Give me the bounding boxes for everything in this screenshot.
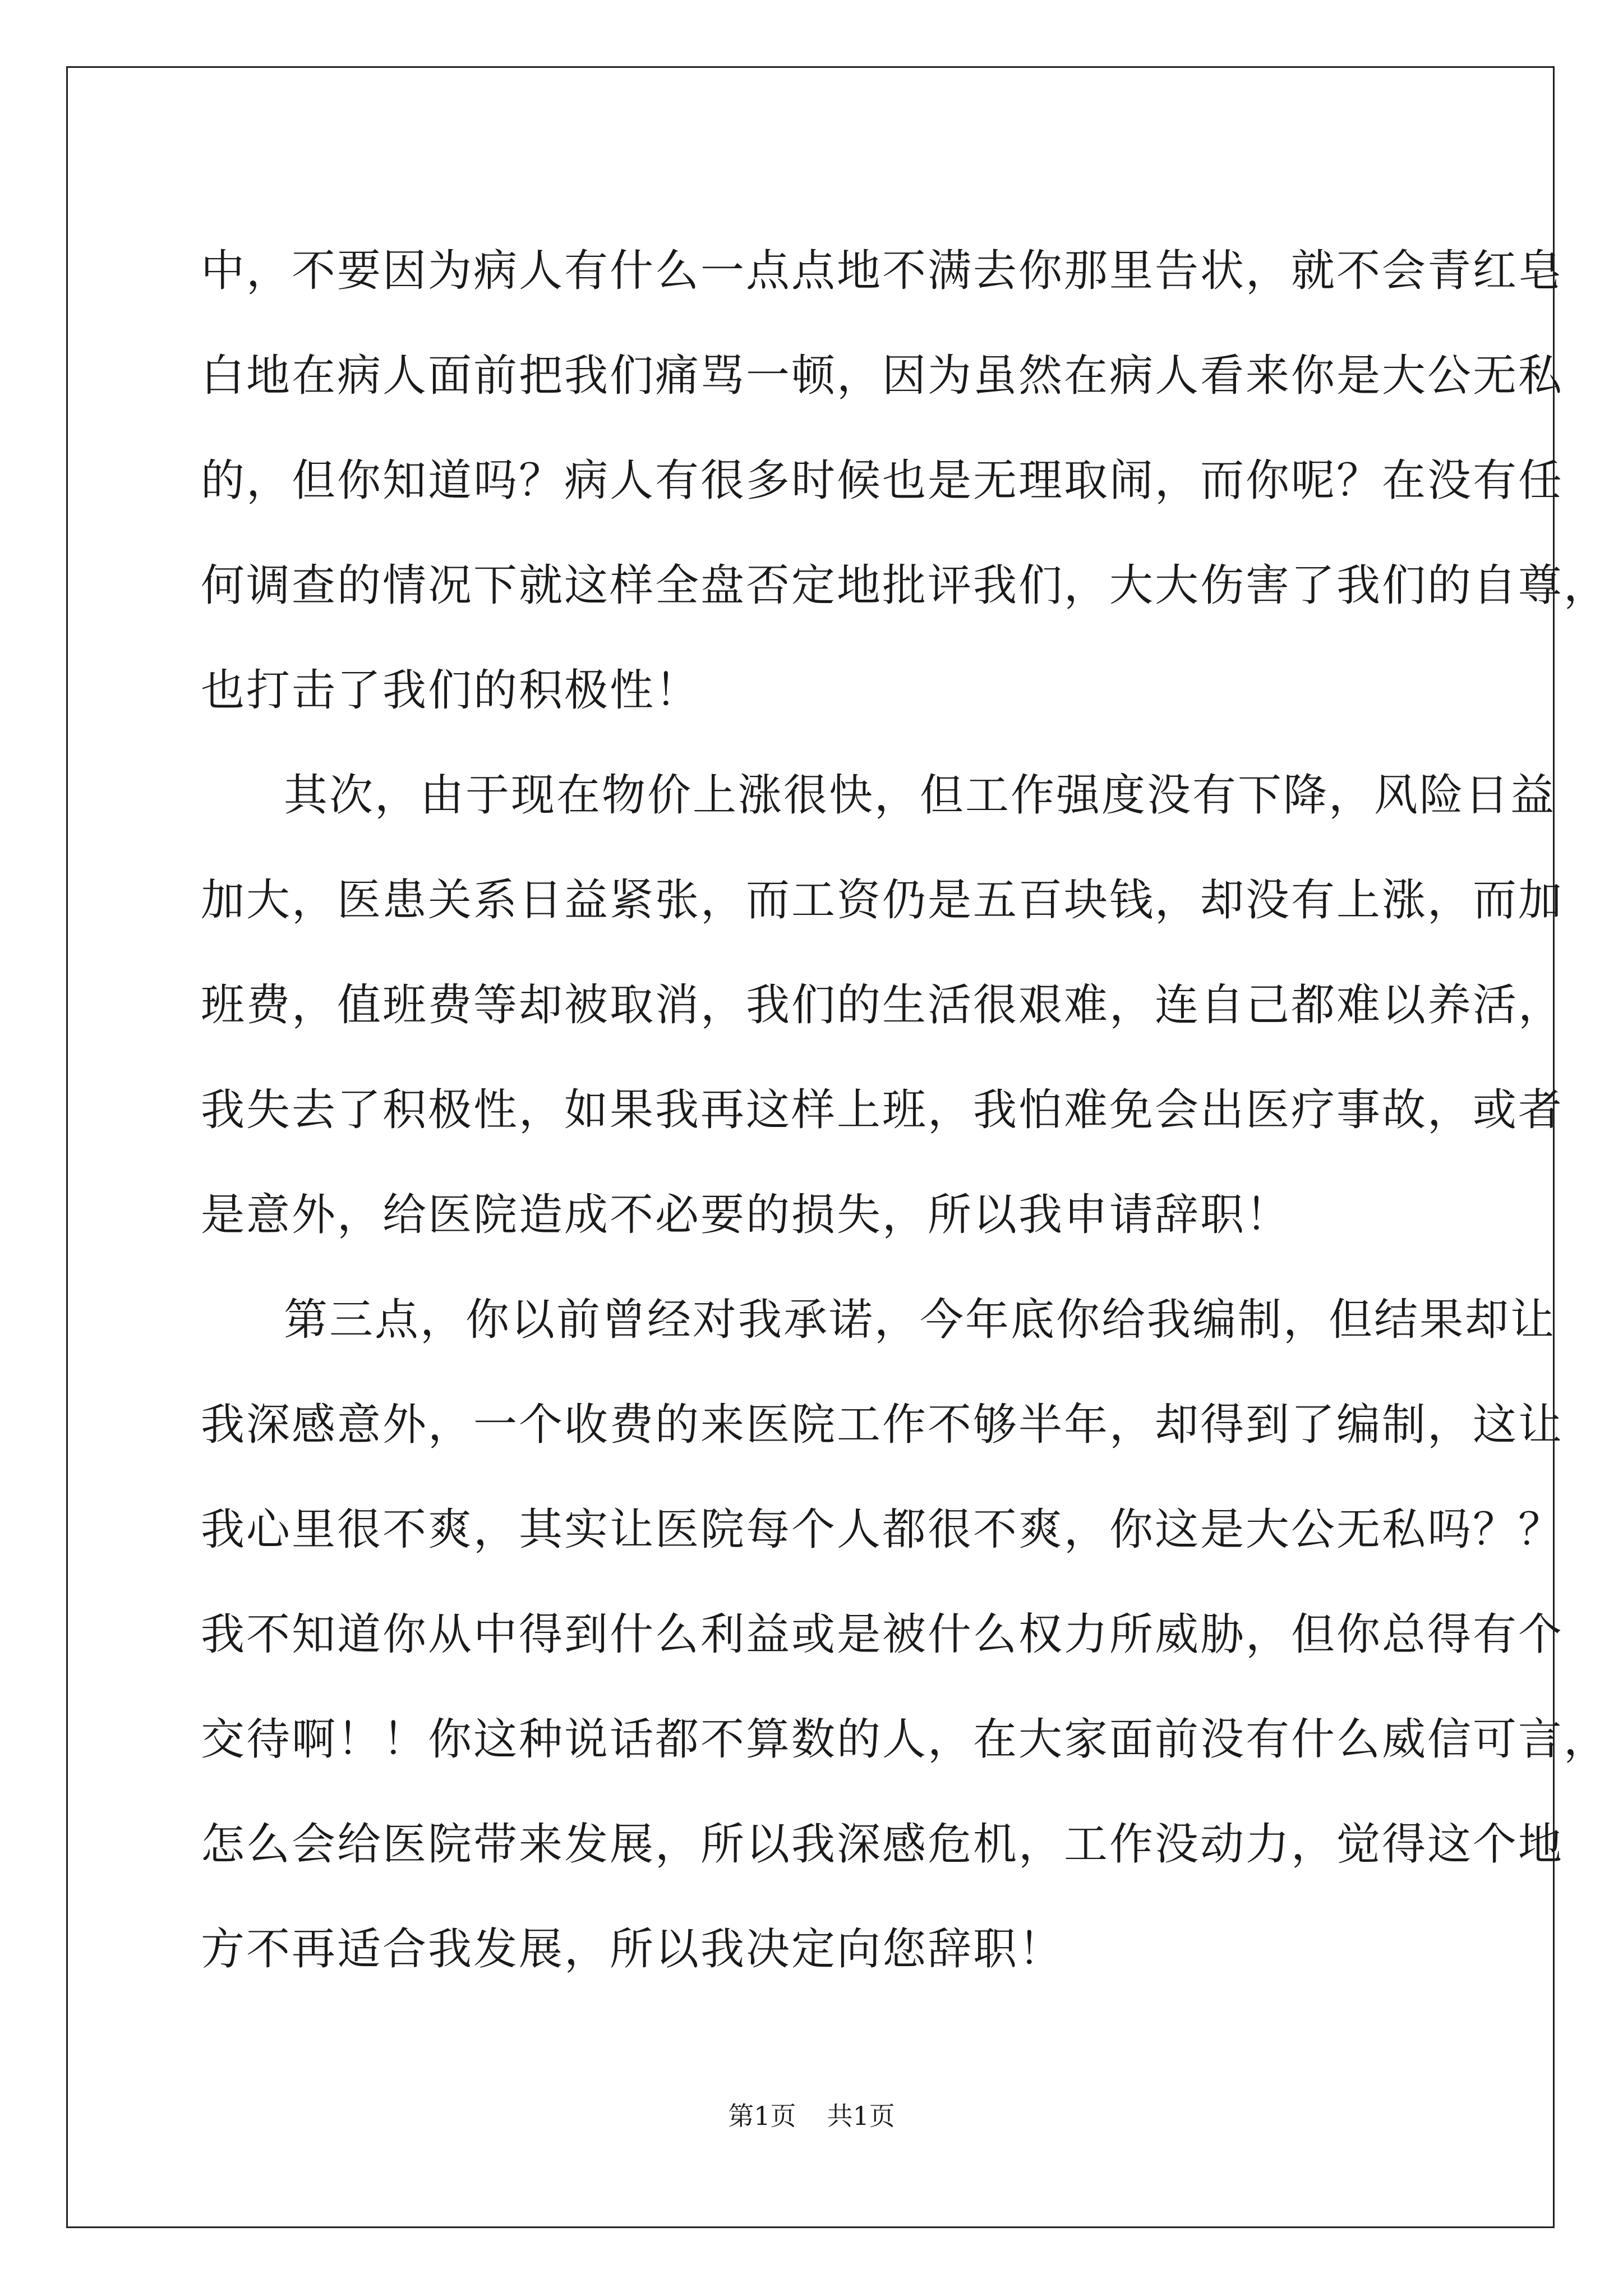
text-line-13: 我心里很不爽，其实让医院每个人都很不爽，你这是大公无私吗？？ — [201, 1504, 1564, 1555]
text-line-6: 其次，由于现在物价上涨很快，但工作强度没有下降，风险日益 — [284, 770, 1556, 821]
text-line-10: 是意外，给医院造成不必要的损失，所以我申请辞职！ — [201, 1190, 1292, 1240]
text-line-1: 中，不要因为病人有什么一点点地不满去你那里告状，就不会青红皂 — [201, 246, 1564, 296]
text-line-16: 怎么会给医院带来发展，所以我深感危机，工作没动力，觉得这个地 — [201, 1819, 1564, 1870]
text-line-2: 白地在病人面前把我们痛骂一顿，因为虽然在病人看来你是大公无私 — [201, 351, 1564, 401]
text-line-8: 班费，值班费等却被取消，我们的生活很艰难，连自己都难以养活， — [201, 980, 1564, 1030]
document-body — [201, 219, 1610, 2002]
text-line-12: 我深感意外，一个收费的来医院工作不够半年，却得到了编制，这让 — [201, 1400, 1564, 1450]
text-line-4: 何调查的情况下就这样全盘否定地批评我们，大大伤害了我们的自尊， — [201, 560, 1610, 611]
text-line-14: 我不知道你从中得到什么利益或是被什么权力所威胁，但你总得有个 — [201, 1609, 1564, 1660]
page-number-current: 第1页 — [728, 2101, 796, 2131]
text-line-3: 的，但你知道吗？病人有很多时候也是无理取闹，而你呢？在没有任 — [201, 455, 1564, 506]
page-number-total: 共1页 — [827, 2101, 895, 2131]
page-footer — [0, 2099, 1623, 2133]
text-line-5: 也打击了我们的积极性！ — [201, 665, 701, 716]
text-line-7: 加大，医患关系日益紧张，而工资仍是五百块钱，却没有上涨，而加 — [201, 875, 1564, 926]
text-line-9: 我失去了积极性，如果我再这样上班，我怕难免会出医疗事故，或者 — [201, 1085, 1564, 1135]
text-line-11: 第三点，你以前曾经对我承诺，今年底你给我编制，但结果却让 — [284, 1295, 1556, 1345]
text-line-17: 方不再适合我发展，所以我决定向您辞职！ — [201, 1924, 1064, 1975]
text-line-15: 交待啊！！你这种说话都不算数的人，在大家面前没有什么威信可言， — [201, 1714, 1610, 1765]
